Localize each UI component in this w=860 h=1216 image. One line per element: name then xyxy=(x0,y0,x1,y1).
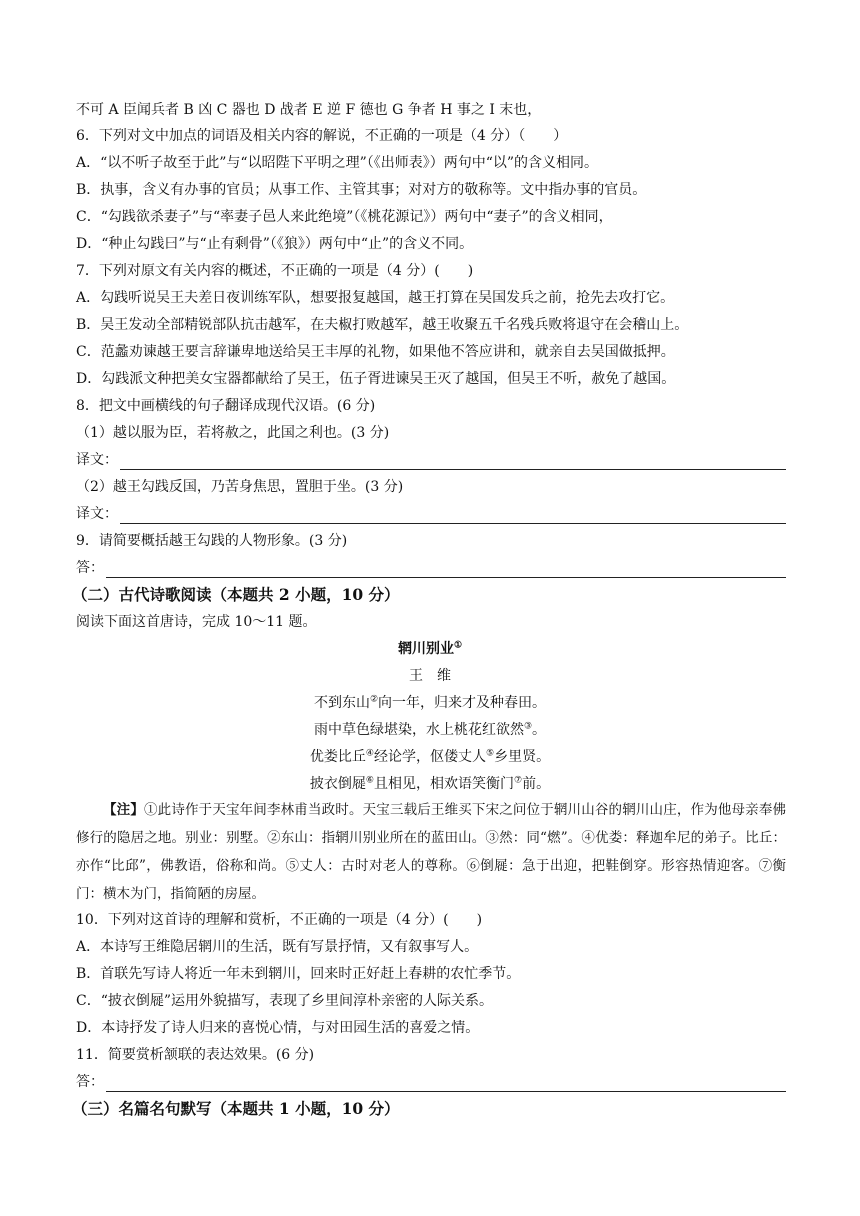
question-7-option-d: D．勾践派文种把美女宝器都献给了吴王，伍子胥进谏吴王灭了越国，但吴王不听，赦免了越国。 xyxy=(76,371,676,387)
question-8-sentence-1: （1）越以服为臣，若将赦之，此国之利也。(3 分) xyxy=(76,425,390,441)
footnote-mark: ③ xyxy=(523,721,533,732)
question-10-stem: 10．下列对这首诗的理解和赏析，不正确的一项是（4 分）( ) xyxy=(76,912,483,928)
section-2-intro: 阅读下面这首唐诗，完成 10～11 题。 xyxy=(76,614,317,630)
poem-line-1: 不到东山②向一年，归来才及种春田。 xyxy=(313,694,547,711)
footnote-mark: ② xyxy=(369,694,379,705)
footnote-mark: ⑥ xyxy=(365,775,374,786)
answer-blank[interactable] xyxy=(106,564,786,578)
passage-line: 不可 A 臣闻兵者 B 凶 C 器也 D 战者 E 逆 F 德也 G 争者 H 事之 I 末也， xyxy=(76,102,542,118)
question-6-option-d: D．“种止勾践曰”与“止有剩骨”（《狼》）两句中“止”的含义不同。 xyxy=(76,236,474,252)
question-9-answer-line[interactable] xyxy=(76,558,784,578)
poem-author: 王 维 xyxy=(409,668,451,684)
poem-title xyxy=(0,639,860,659)
footnote-mark: ① xyxy=(453,640,463,651)
question-11-stem: 11．简要赏析颔联的表达效果。(6 分) xyxy=(76,1047,315,1063)
question-8-sentence-2: （2）越王勾践反国，乃苦身焦思，置胆于坐。(3 分) xyxy=(76,479,404,495)
question-7-stem: 7．下列对原文有关内容的概述，不正确的一项是（4 分）( ) xyxy=(76,263,474,279)
question-6-option-c: C．“勾践欲杀妻子”与“率妻子邑人来此绝境”（《桃花源记》）两句中“妻子”的含义相同， xyxy=(76,209,613,225)
notes-lead: 【注】 xyxy=(103,802,144,818)
question-11-answer-line[interactable] xyxy=(76,1072,784,1092)
question-6-stem: 6．下列对文中加点的词语及相关内容的解说，不正确的一项是（4 分）（ ） xyxy=(76,128,568,144)
translation-answer-line-2[interactable] xyxy=(76,504,784,524)
question-7-option-b: B．吴王发动全部精锐部队抗击越军，在夫椒打败越军，越王收聚五千名残兵败将退守在会稽山上。 xyxy=(76,317,689,333)
translation-label: 译文： xyxy=(76,452,118,468)
poem-line-2: 雨中草色绿堪染，水上桃花红欲然③。 xyxy=(313,721,547,738)
poem-line-3: 优娄比丘④经论学，伛偻丈人⑤乡里贤。 xyxy=(309,748,551,765)
answer-blank[interactable] xyxy=(106,1078,786,1092)
question-6-option-b: B．执事，含义有办事的官员；从事工作、主管其事；对对方的敬称等。文中指办事的官员。 xyxy=(76,182,647,198)
question-9-stem: 9．请简要概括越王勾践的人物形象。(3 分) xyxy=(76,533,348,549)
poem-title-text: 辋川别业 xyxy=(397,641,454,657)
translation-answer-line-1[interactable] xyxy=(76,450,784,470)
question-10-option-c: C．“披衣倒屣”运用外貌描写，表现了乡里间淳朴亲密的人际关系。 xyxy=(76,993,494,1009)
translation-label: 译文： xyxy=(76,506,118,522)
question-10-option-d: D．本诗抒发了诗人归来的喜悦心情，与对田园生活的喜爱之情。 xyxy=(76,1020,480,1036)
answer-blank[interactable] xyxy=(120,510,786,524)
question-8-stem: 8．把文中画横线的句子翻译成现代汉语。(6 分) xyxy=(76,398,376,414)
answer-label: 答： xyxy=(76,560,104,576)
question-7-option-a: A．勾践听说吴王夫差日夜训练军队，想要报复越国，越王打算在吴国发兵之前，抢先去攻打它。 xyxy=(76,290,675,306)
question-7-option-c: C．范蠡劝谏越王要言辞谦卑地送给吴王丰厚的礼物，如果他不答应讲和，就亲自去吴国做抵押。 xyxy=(76,344,675,360)
footnote-mark: ⑤ xyxy=(486,748,495,759)
question-10-option-a: A．本诗写王维隐居辋川的生活，既有写景抒情，又有叙事写人。 xyxy=(76,939,479,955)
section-3-heading: （三）名篇名句默写（本题共 1 小题，10 分） xyxy=(72,1099,400,1118)
footnote-mark: ⑦ xyxy=(514,775,523,786)
question-10-option-b: B．首联先写诗人将近一年未到辋川，回来时正好赶上春耕的农忙季节。 xyxy=(76,966,521,982)
poem-notes xyxy=(76,796,786,908)
question-6-option-a: A．“以不听子故至于此”与“以昭陛下平明之理”（《出师表》）两句中“以”的含义相同。 xyxy=(76,155,599,171)
notes-text: ①此诗作于天宝年间李林甫当政时。天宝三载后王维买下宋之问位于辋川山谷的辋川山庄，作为他母亲奉佛修行的隐居之地。别业：别墅。②东山：指辋川别业所在的蓝田山。③然：同“燃”。④优娄：释迦牟尼的弟子。比丘：亦作“比邱”，佛教语，俗称和尚。⑤丈人：古时对老人的尊称。⑥倒屣：急于出迎，把鞋倒穿。形容热情迎客。⑦衡门：横木为门，指简陋的房屋。 xyxy=(76,802,787,902)
answer-blank[interactable] xyxy=(120,456,786,470)
footnote-mark: ④ xyxy=(365,748,374,759)
section-2-heading: （二）古代诗歌阅读（本题共 2 小题，10 分） xyxy=(72,585,400,604)
poem-line-4: 披衣倒屣⑥且相见，相欢语笑衡门⑦前。 xyxy=(309,775,551,792)
answer-label: 答： xyxy=(76,1074,104,1090)
